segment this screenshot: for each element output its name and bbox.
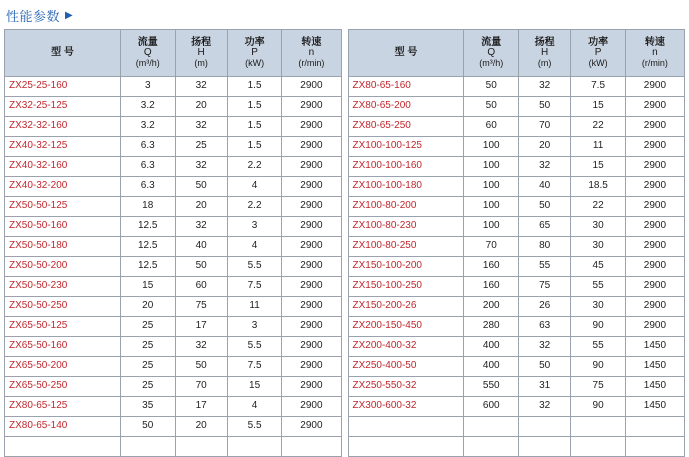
cell-head: 75: [175, 297, 227, 317]
cell-model: ZX25-25-160: [5, 77, 121, 97]
cell-flow: 100: [464, 157, 519, 177]
cell-model: ZX50-50-125: [5, 197, 121, 217]
cell-speed: 2900: [625, 237, 684, 257]
cell-head: 17: [175, 397, 227, 417]
cell-flow: 6.3: [120, 137, 175, 157]
table-row: [5, 197, 342, 217]
cell-head: 20: [175, 197, 227, 217]
table-row: [5, 437, 342, 457]
table-row: [5, 137, 342, 157]
cell-flow: 400: [464, 357, 519, 377]
cell-model: ZX80-65-125: [5, 397, 121, 417]
cell-speed: 1450: [625, 397, 684, 417]
cell-model: ZX100-100-160: [348, 157, 464, 177]
cell-flow: 200: [464, 297, 519, 317]
col-header-model: [5, 30, 121, 77]
cell-head: 32: [519, 77, 571, 97]
cell-head: 17: [175, 317, 227, 337]
cell-model: ZX32-25-125: [5, 97, 121, 117]
cell-power: 15: [227, 377, 282, 397]
col-header-head-line2: H: [197, 47, 205, 59]
col-header-speed-line3: (r/min): [298, 57, 325, 68]
cell-power: 5.5: [227, 257, 282, 277]
col-header-flow-line2: Q: [143, 47, 152, 59]
col-header-power-line3: (kW): [245, 57, 265, 68]
cell-model: ZX200-150-450: [348, 317, 464, 337]
table-body-left: [5, 77, 342, 457]
cell-speed: 2900: [282, 357, 341, 377]
col-header-speed-line2: n: [652, 47, 658, 59]
cell-model: ZX32-32-160: [5, 117, 121, 137]
cell-model: ZX100-100-125: [348, 137, 464, 157]
table-body-right: [348, 77, 685, 457]
cell-head: 50: [175, 357, 227, 377]
cell-speed: [625, 437, 684, 457]
cell-speed: 2900: [625, 117, 684, 137]
col-header-head: [519, 30, 571, 77]
table-row: [5, 317, 342, 337]
cell-head: 32: [175, 217, 227, 237]
col-header-head-line1: 扬程: [534, 36, 555, 48]
col-header-speed-line3: (r/min): [641, 57, 668, 68]
col-header-head-line3: (m): [537, 57, 552, 68]
table-row: [348, 437, 685, 457]
section-title-text: 性能参数: [6, 9, 61, 24]
cell-power: 4: [227, 237, 282, 257]
cell-speed: 2900: [625, 157, 684, 177]
cell-model: ZX100-80-250: [348, 237, 464, 257]
cell-speed: 2900: [625, 77, 684, 97]
table-row: [348, 297, 685, 317]
cell-flow: 20: [120, 297, 175, 317]
cell-power: 3: [227, 317, 282, 337]
cell-speed: 2900: [625, 217, 684, 237]
table-row: [348, 417, 685, 437]
performance-table-right: [348, 29, 686, 457]
table-row: [348, 337, 685, 357]
cell-head: 50: [519, 357, 571, 377]
col-header-power: [571, 30, 626, 77]
cell-flow: 3.2: [120, 117, 175, 137]
cell-power: [227, 437, 282, 457]
cell-flow: 100: [464, 137, 519, 157]
cell-power: 11: [227, 297, 282, 317]
table-row: [5, 237, 342, 257]
col-header-head-line1: 扬程: [191, 36, 212, 48]
cell-head: 75: [519, 277, 571, 297]
cell-speed: [625, 417, 684, 437]
table-row: [348, 277, 685, 297]
cell-power: 2.2: [227, 157, 282, 177]
cell-model: ZX300-600-32: [348, 397, 464, 417]
cell-model: ZX80-65-250: [348, 117, 464, 137]
cell-power: 7.5: [227, 357, 282, 377]
table-row: [5, 357, 342, 377]
cell-model: ZX150-200-26: [348, 297, 464, 317]
table-row: [348, 397, 685, 417]
col-header-flow: [120, 30, 175, 77]
cell-model: ZX65-50-250: [5, 377, 121, 397]
cell-flow: 100: [464, 197, 519, 217]
cell-speed: 1450: [625, 337, 684, 357]
cell-head: 40: [175, 237, 227, 257]
cell-speed: 2900: [625, 317, 684, 337]
cell-head: 32: [519, 337, 571, 357]
cell-speed: 2900: [282, 137, 341, 157]
cell-power: 55: [571, 277, 626, 297]
cell-power: 3: [227, 217, 282, 237]
cell-power: 11: [571, 137, 626, 157]
cell-power: 1.5: [227, 77, 282, 97]
cell-head: 70: [519, 117, 571, 137]
cell-head: 32: [175, 157, 227, 177]
cell-power: 7.5: [227, 277, 282, 297]
cell-power: [571, 437, 626, 457]
cell-speed: 1450: [625, 357, 684, 377]
table-row: [5, 337, 342, 357]
cell-speed: 2900: [282, 117, 341, 137]
cell-model: ZX80-65-160: [348, 77, 464, 97]
cell-flow: 600: [464, 397, 519, 417]
cell-model: ZX40-32-200: [5, 177, 121, 197]
col-header-flow: [464, 30, 519, 77]
cell-flow: [120, 437, 175, 457]
cell-power: 1.5: [227, 137, 282, 157]
cell-power: 90: [571, 357, 626, 377]
col-header-power: [227, 30, 282, 77]
cell-head: 50: [519, 197, 571, 217]
cell-speed: 2900: [282, 397, 341, 417]
cell-head: 32: [175, 337, 227, 357]
cell-flow: 550: [464, 377, 519, 397]
cell-model: ZX150-100-200: [348, 257, 464, 277]
cell-model: ZX50-50-250: [5, 297, 121, 317]
col-header-power-line3: (kW): [588, 57, 608, 68]
cell-model: ZX200-400-32: [348, 337, 464, 357]
cell-power: 45: [571, 257, 626, 277]
cell-speed: 2900: [625, 257, 684, 277]
cell-flow: 160: [464, 277, 519, 297]
cell-flow: 50: [464, 97, 519, 117]
col-header-speed: [625, 30, 684, 77]
cell-flow: [464, 437, 519, 457]
cell-power: 2.2: [227, 197, 282, 217]
table-row: [348, 217, 685, 237]
performance-table-left: [4, 29, 342, 457]
cell-power: 15: [571, 97, 626, 117]
triangle-right-icon: ▶: [65, 9, 74, 21]
cell-head: 55: [519, 257, 571, 277]
cell-power: 30: [571, 217, 626, 237]
col-header-model: [348, 30, 464, 77]
table-row: [5, 177, 342, 197]
cell-speed: 2900: [625, 177, 684, 197]
cell-speed: 2900: [282, 177, 341, 197]
table-row: [348, 317, 685, 337]
cell-speed: 2900: [625, 97, 684, 117]
cell-head: 25: [175, 137, 227, 157]
cell-speed: 2900: [282, 337, 341, 357]
cell-model: ZX150-100-250: [348, 277, 464, 297]
cell-speed: 2900: [282, 297, 341, 317]
cell-flow: 12.5: [120, 257, 175, 277]
cell-power: 90: [571, 317, 626, 337]
cell-model: ZX80-65-200: [348, 97, 464, 117]
cell-head: 63: [519, 317, 571, 337]
cell-flow: 100: [464, 177, 519, 197]
cell-speed: 2900: [282, 417, 341, 437]
cell-speed: 2900: [625, 277, 684, 297]
table-row: [5, 297, 342, 317]
cell-flow: 280: [464, 317, 519, 337]
table-row: [348, 377, 685, 397]
cell-flow: 15: [120, 277, 175, 297]
cell-head: 60: [175, 277, 227, 297]
cell-speed: 2900: [282, 237, 341, 257]
cell-power: 55: [571, 337, 626, 357]
cell-model: [348, 417, 464, 437]
cell-model: ZX40-32-160: [5, 157, 121, 177]
cell-head: [519, 417, 571, 437]
cell-head: [519, 437, 571, 457]
cell-power: 22: [571, 197, 626, 217]
table-row: [5, 397, 342, 417]
cell-head: 50: [175, 257, 227, 277]
cell-flow: 50: [464, 77, 519, 97]
cell-flow: 100: [464, 217, 519, 237]
table-row: [348, 357, 685, 377]
table-header-left: [5, 30, 342, 77]
col-header-power-line2: P: [251, 47, 258, 59]
cell-flow: 6.3: [120, 157, 175, 177]
cell-speed: 2900: [625, 197, 684, 217]
cell-head: 80: [519, 237, 571, 257]
cell-flow: 60: [464, 117, 519, 137]
cell-flow: 70: [464, 237, 519, 257]
cell-flow: 160: [464, 257, 519, 277]
cell-power: 5.5: [227, 337, 282, 357]
cell-power: 4: [227, 397, 282, 417]
cell-head: 70: [175, 377, 227, 397]
cell-speed: 2900: [282, 257, 341, 277]
cell-flow: 25: [120, 357, 175, 377]
cell-power: 7.5: [571, 77, 626, 97]
cell-speed: 2900: [282, 197, 341, 217]
table-row: [5, 277, 342, 297]
cell-head: 50: [175, 177, 227, 197]
cell-model: ZX80-65-140: [5, 417, 121, 437]
col-header-flow-line2: Q: [487, 47, 496, 59]
cell-model: ZX50-50-200: [5, 257, 121, 277]
table-row: [5, 217, 342, 237]
col-header-power-line1: 功率: [588, 36, 609, 48]
col-header-head-line3: (m): [194, 57, 208, 68]
header-row: [5, 30, 342, 77]
cell-power: 30: [571, 237, 626, 257]
cell-flow: 25: [120, 337, 175, 357]
cell-power: 1.5: [227, 117, 282, 137]
cell-model: [348, 437, 464, 457]
tables-container: [0, 29, 689, 457]
cell-speed: 2900: [282, 97, 341, 117]
table-row: [5, 257, 342, 277]
cell-head: 26: [519, 297, 571, 317]
table-row: [5, 377, 342, 397]
cell-model: ZX250-550-32: [348, 377, 464, 397]
cell-speed: [282, 437, 341, 457]
table-row: [5, 97, 342, 117]
cell-flow: [464, 417, 519, 437]
cell-power: 90: [571, 397, 626, 417]
cell-flow: 3: [120, 77, 175, 97]
cell-power: 5.5: [227, 417, 282, 437]
cell-flow: 18: [120, 197, 175, 217]
table-row: [348, 257, 685, 277]
table-row: [5, 77, 342, 97]
cell-model: ZX65-50-160: [5, 337, 121, 357]
cell-head: 32: [519, 157, 571, 177]
page-title: [0, 0, 689, 29]
cell-flow: 25: [120, 317, 175, 337]
cell-head: 32: [519, 397, 571, 417]
col-header-power-line1: 功率: [244, 36, 265, 48]
col-header-speed: [282, 30, 341, 77]
cell-speed: 2900: [625, 297, 684, 317]
cell-head: 32: [175, 117, 227, 137]
cell-speed: 2900: [282, 377, 341, 397]
col-header-flow-line1: 流量: [481, 36, 502, 48]
cell-speed: 2900: [282, 157, 341, 177]
col-header-flow-line3: (m³/h): [479, 57, 504, 68]
col-header-speed-line1: 转速: [301, 36, 322, 48]
cell-speed: 2900: [282, 277, 341, 297]
cell-model: ZX50-50-160: [5, 217, 121, 237]
cell-model: ZX65-50-125: [5, 317, 121, 337]
cell-model: ZX100-80-230: [348, 217, 464, 237]
col-header-speed-line1: 转速: [644, 36, 665, 48]
col-header-head: [175, 30, 227, 77]
table-header-right: [348, 30, 685, 77]
cell-power: 4: [227, 177, 282, 197]
cell-model: ZX100-80-200: [348, 197, 464, 217]
table-row: [348, 117, 685, 137]
cell-head: 32: [175, 77, 227, 97]
cell-flow: 50: [120, 417, 175, 437]
table-row: [348, 97, 685, 117]
cell-flow: 12.5: [120, 217, 175, 237]
cell-model: ZX40-32-125: [5, 137, 121, 157]
cell-speed: 2900: [282, 217, 341, 237]
table-row: [348, 157, 685, 177]
cell-head: 20: [175, 97, 227, 117]
cell-speed: 2900: [282, 77, 341, 97]
cell-flow: 6.3: [120, 177, 175, 197]
cell-flow: 25: [120, 377, 175, 397]
col-header-model-line1: 型 号: [394, 46, 418, 58]
cell-head: 50: [519, 97, 571, 117]
table-row: [5, 417, 342, 437]
cell-speed: 2900: [282, 317, 341, 337]
cell-model: ZX65-50-200: [5, 357, 121, 377]
table-row: [5, 117, 342, 137]
cell-speed: 1450: [625, 377, 684, 397]
col-header-flow-line3: (m³/h): [135, 57, 160, 68]
header-row: [348, 30, 685, 77]
table-row: [348, 237, 685, 257]
cell-power: 22: [571, 117, 626, 137]
cell-model: ZX250-400-50: [348, 357, 464, 377]
cell-power: 30: [571, 297, 626, 317]
cell-speed: 2900: [625, 137, 684, 157]
table-row: [5, 157, 342, 177]
cell-head: 20: [175, 417, 227, 437]
table-row: [348, 77, 685, 97]
cell-power: 18.5: [571, 177, 626, 197]
cell-power: 1.5: [227, 97, 282, 117]
cell-model: ZX100-100-180: [348, 177, 464, 197]
cell-head: 20: [519, 137, 571, 157]
cell-head: [175, 437, 227, 457]
col-header-model-line1: 型 号: [51, 46, 74, 58]
cell-model: ZX50-50-230: [5, 277, 121, 297]
table-row: [348, 197, 685, 217]
cell-head: 40: [519, 177, 571, 197]
col-header-power-line2: P: [594, 47, 602, 59]
table-row: [348, 177, 685, 197]
cell-flow: 400: [464, 337, 519, 357]
col-header-head-line2: H: [541, 47, 549, 59]
cell-model: ZX50-50-180: [5, 237, 121, 257]
cell-power: 75: [571, 377, 626, 397]
col-header-flow-line1: 流量: [137, 36, 158, 48]
cell-model: [5, 437, 121, 457]
cell-head: 65: [519, 217, 571, 237]
cell-head: 31: [519, 377, 571, 397]
cell-power: 15: [571, 157, 626, 177]
cell-flow: 12.5: [120, 237, 175, 257]
col-header-speed-line2: n: [308, 47, 315, 59]
cell-flow: 3.2: [120, 97, 175, 117]
table-row: [348, 137, 685, 157]
cell-flow: 35: [120, 397, 175, 417]
cell-power: [571, 417, 626, 437]
